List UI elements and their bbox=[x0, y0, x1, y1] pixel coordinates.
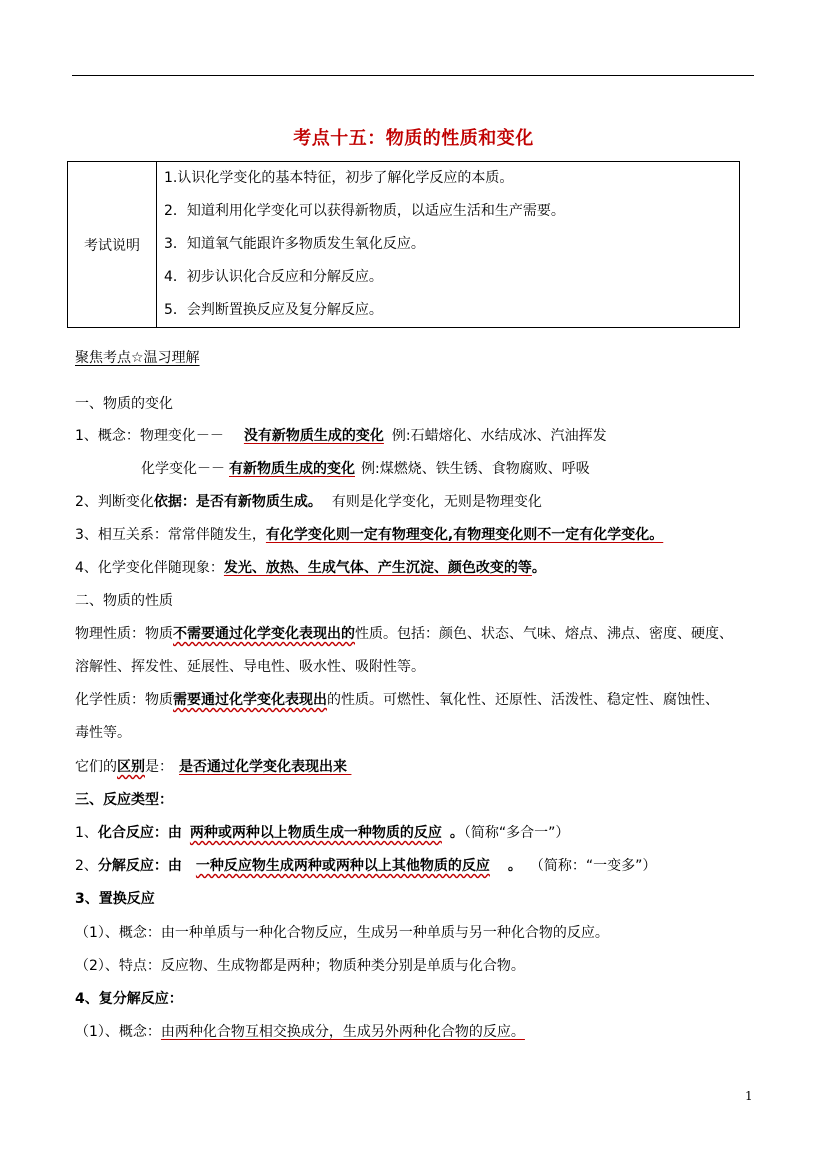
combination-definition: 两种或两种以上物质生成一种物质的反应 bbox=[189, 825, 442, 841]
decomposition-number: 2、 bbox=[75, 858, 98, 874]
concept-chemical-change bbox=[141, 459, 590, 479]
relationship-key: 有化学变化则一定有物理变化,有物理变化则不一定有化学变化。 bbox=[265, 527, 664, 543]
chemical-property-key: 需要通过化学变化表现出 bbox=[173, 692, 327, 708]
requirement-item: 2．知道利用化学变化可以获得新物质，以适应生活和生产需要。 bbox=[164, 203, 565, 219]
page-title: 考点十五：物质的性质和变化 bbox=[293, 128, 534, 149]
difference-prefix: 它们的 bbox=[75, 759, 117, 775]
chemical-property-line2: 毒性等。 bbox=[75, 725, 131, 741]
physical-change-example: 例:石蜡熔化、水结成冰、汽油挥发 bbox=[391, 428, 607, 444]
double-decomposition-definition: 由两种化合物互相交换成分，生成另外两种化合物的反应。 bbox=[160, 1024, 525, 1040]
judgement-rest: 有则是化学变化，无则是物理变化 bbox=[331, 494, 542, 510]
concept-physical-change bbox=[75, 426, 607, 446]
phenomena-key: 发光、放热、生成气体、产生沉淀、颜色改变的等 bbox=[223, 560, 532, 576]
phenomena-prefix: 4、化学变化伴随现象： bbox=[75, 560, 224, 576]
judgement-basis-label: 依据 bbox=[153, 494, 182, 510]
requirements-label: 考试说明 bbox=[68, 162, 157, 328]
combination-label: 化合反应：由 bbox=[97, 825, 182, 841]
decomposition-label: 分解反应：由 bbox=[97, 858, 182, 874]
displacement-concept: （1）、概念：由一种单质与一种化合物反应，生成另一种单质与另一种化合物的反应。 bbox=[75, 925, 609, 941]
displacement-heading: 3、置换反应 bbox=[75, 891, 155, 907]
combination-number: 1、 bbox=[75, 825, 98, 841]
phenomena bbox=[75, 558, 546, 578]
page-number: 1 bbox=[745, 1089, 753, 1103]
concept-prefix: 1、概念：物理变化－－ bbox=[75, 428, 224, 444]
combination-end: 。 bbox=[449, 825, 464, 841]
double-decomposition-concept bbox=[75, 1022, 525, 1042]
header-rule bbox=[72, 75, 754, 76]
physical-property-line2: 溶解性、挥发性、延展性、导电性、吸水性、吸附性等。 bbox=[75, 659, 425, 675]
difference-colon: 是： bbox=[145, 759, 173, 775]
requirement-item: 1.认识化学变化的基本特征，初步了解化学反应的本质。 bbox=[164, 170, 514, 186]
decomposition-end: 。 bbox=[507, 858, 522, 874]
concept-prefix: 化学变化－－ bbox=[141, 461, 225, 477]
focus-heading: 聚焦考点☆温习理解 bbox=[75, 350, 200, 366]
physical-property-prefix: 物理性质：物质 bbox=[75, 626, 173, 642]
judgement-basis-text: ：是否有新物质生成。 bbox=[181, 494, 322, 510]
difference-key: 是否通过化学变化表现出来 bbox=[179, 759, 347, 775]
chemical-property-prefix: 化学性质：物质 bbox=[75, 692, 173, 708]
physical-property-key: 不需要通过化学变化表现出的 bbox=[173, 626, 355, 642]
physical-change-definition: 没有新物质生成的变化 bbox=[243, 428, 384, 444]
decomposition-definition: 一种反应物生成两种或两种以上其他物质的反应 bbox=[195, 858, 490, 874]
combination-reaction bbox=[75, 823, 569, 843]
decomposition-reaction bbox=[75, 856, 656, 876]
double-decomposition-heading: 4、复分解反应： bbox=[75, 991, 183, 1007]
relationship bbox=[75, 525, 663, 545]
judgement-basis bbox=[75, 492, 542, 512]
chemical-property-line1 bbox=[75, 690, 719, 710]
chemical-change-definition: 有新物质生成的变化 bbox=[229, 461, 355, 477]
section-heading-properties: 二、物质的性质 bbox=[75, 593, 173, 609]
difference bbox=[75, 757, 361, 777]
requirements-table bbox=[67, 161, 740, 328]
difference-label: 区别 bbox=[117, 759, 145, 775]
section-heading-reactions: 三、反应类型： bbox=[75, 792, 173, 808]
section-heading-changes: 一、物质的变化 bbox=[75, 396, 173, 412]
double-decomposition-prefix: （1）、概念： bbox=[75, 1024, 161, 1040]
combination-note: （简称“多合一”） bbox=[463, 825, 570, 841]
decomposition-note: （简称：“一变多”） bbox=[529, 858, 657, 874]
physical-property-list: 性质。包括：颜色、状态、气味、熔点、沸点、密度、硬度、 bbox=[355, 626, 733, 642]
physical-property-line1 bbox=[75, 624, 733, 644]
chemical-change-example: 例:煤燃烧、铁生锈、食物腐败、呼吸 bbox=[361, 461, 590, 477]
phenomena-end: 。 bbox=[531, 560, 546, 576]
displacement-feature: （2）、特点：反应物、生成物都是两种；物质种类分别是单质与化合物。 bbox=[75, 958, 525, 974]
requirement-item: 4．初步认识化合反应和分解反应。 bbox=[164, 269, 383, 285]
requirements-items bbox=[157, 162, 740, 328]
relationship-prefix: 3、相互关系：常常伴随发生， bbox=[75, 527, 266, 543]
requirement-item: 5．会判断置换反应及复分解反应。 bbox=[164, 302, 383, 318]
chemical-property-list: 的性质。可燃性、氧化性、还原性、活泼性、稳定性、腐蚀性、 bbox=[327, 692, 719, 708]
requirement-item: 3．知道氧气能跟许多物质发生氧化反应。 bbox=[164, 236, 425, 252]
judgement-prefix: 2、判断变化 bbox=[75, 494, 154, 510]
